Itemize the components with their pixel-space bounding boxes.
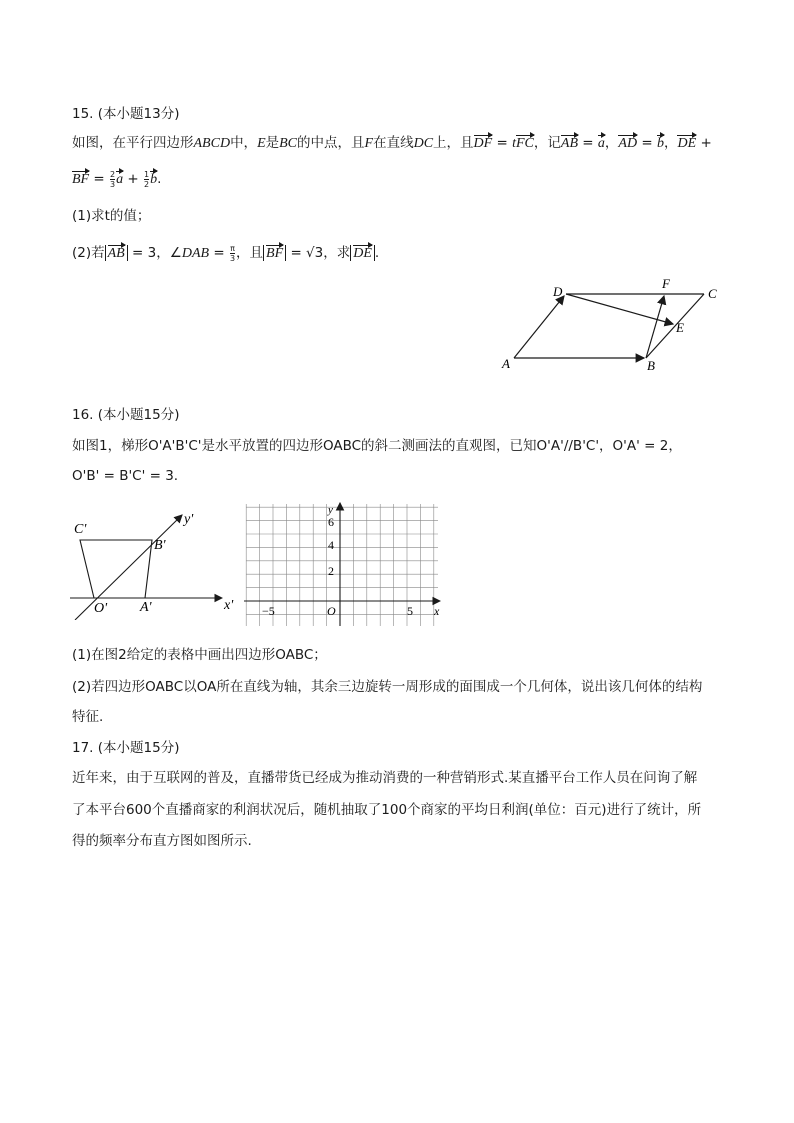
label-x: x <box>434 604 440 618</box>
label-a-prime: A' <box>140 600 152 615</box>
label-c-prime: C' <box>74 522 87 537</box>
y-prime-axis <box>75 515 182 620</box>
label-origin: O <box>327 604 336 618</box>
q17-text-3: 得的频率分布直方图如图所示. <box>72 833 252 849</box>
label-c: C <box>708 286 717 301</box>
label-d: D <box>553 284 563 299</box>
q16-header: 16. (本小题15分) <box>72 407 180 423</box>
label-b-prime: B' <box>154 538 166 553</box>
trapezoid <box>80 540 152 598</box>
label-b: B <box>647 358 655 373</box>
label-a: A <box>502 356 510 371</box>
tick-6: 6 <box>328 515 334 529</box>
q17-header: 17. (本小题15分) <box>72 740 180 756</box>
tick-4: 4 <box>328 538 334 552</box>
q16-intro-2: O'B' = B'C' = 3. <box>72 468 179 484</box>
q15-equation: BF = $\frac{2}{3}$ a + $\frac{1}{2}$ b. <box>72 169 162 189</box>
label-e: E <box>676 320 684 335</box>
label-x-prime: x' <box>224 598 234 613</box>
tick-5: 5 <box>407 604 413 618</box>
q15-part2: (2)若 AB = 3，∠DAB = $\frac{\pi}{3}$ ，且 BF = √3，求 DE . <box>72 243 380 263</box>
label-f: F <box>662 276 670 291</box>
q17-text-1: 近年来，由于互联网的普及，直播带货已经成为推动消费的一种营销形式.某直播平台工作人员在问询了解 <box>72 770 698 786</box>
q16-part2-line2: 特征. <box>72 709 104 725</box>
label-o-prime: O' <box>94 601 108 616</box>
q16-figure2-grid <box>244 500 449 630</box>
q16-part2-line1: (2)若四边形OABC以OA所在直线为轴，其余三边旋转一周形成的面围成一个几何体，说出该几何体的结构 <box>72 679 703 695</box>
label-y: y <box>328 504 333 516</box>
q16-intro-1: 如图1，梯形O'A'B'C'是水平放置的四边形OABC的斜二测画法的直观图，已知O'A'//B'C'，O'A' = 2， <box>72 438 682 454</box>
q15-part1: (1)求t的值； <box>72 208 151 224</box>
q16-part1: (1)在图2给定的表格中画出四边形OABC； <box>72 647 327 663</box>
label-y-prime: y' <box>184 512 194 527</box>
q15-intro: 如图，在平行四边形ABCD中，E是BC的中点，且F在直线DC上，且DF = tFC，记AB = a，AD = b，DE + <box>72 133 712 154</box>
q15-parallelogram-figure <box>498 272 728 374</box>
q17-text-2: 了本平台600个直播商家的利润状况后，随机抽取了100个商家的平均日利润(单位：百元)进行了统计，所 <box>72 802 702 818</box>
q16-figure1-trapezoid <box>70 505 240 620</box>
q15-header: 15. (本小题13分) <box>72 106 180 122</box>
tick-neg5: −5 <box>262 604 275 618</box>
vector-ad <box>514 296 564 358</box>
tick-2: 2 <box>328 564 334 578</box>
